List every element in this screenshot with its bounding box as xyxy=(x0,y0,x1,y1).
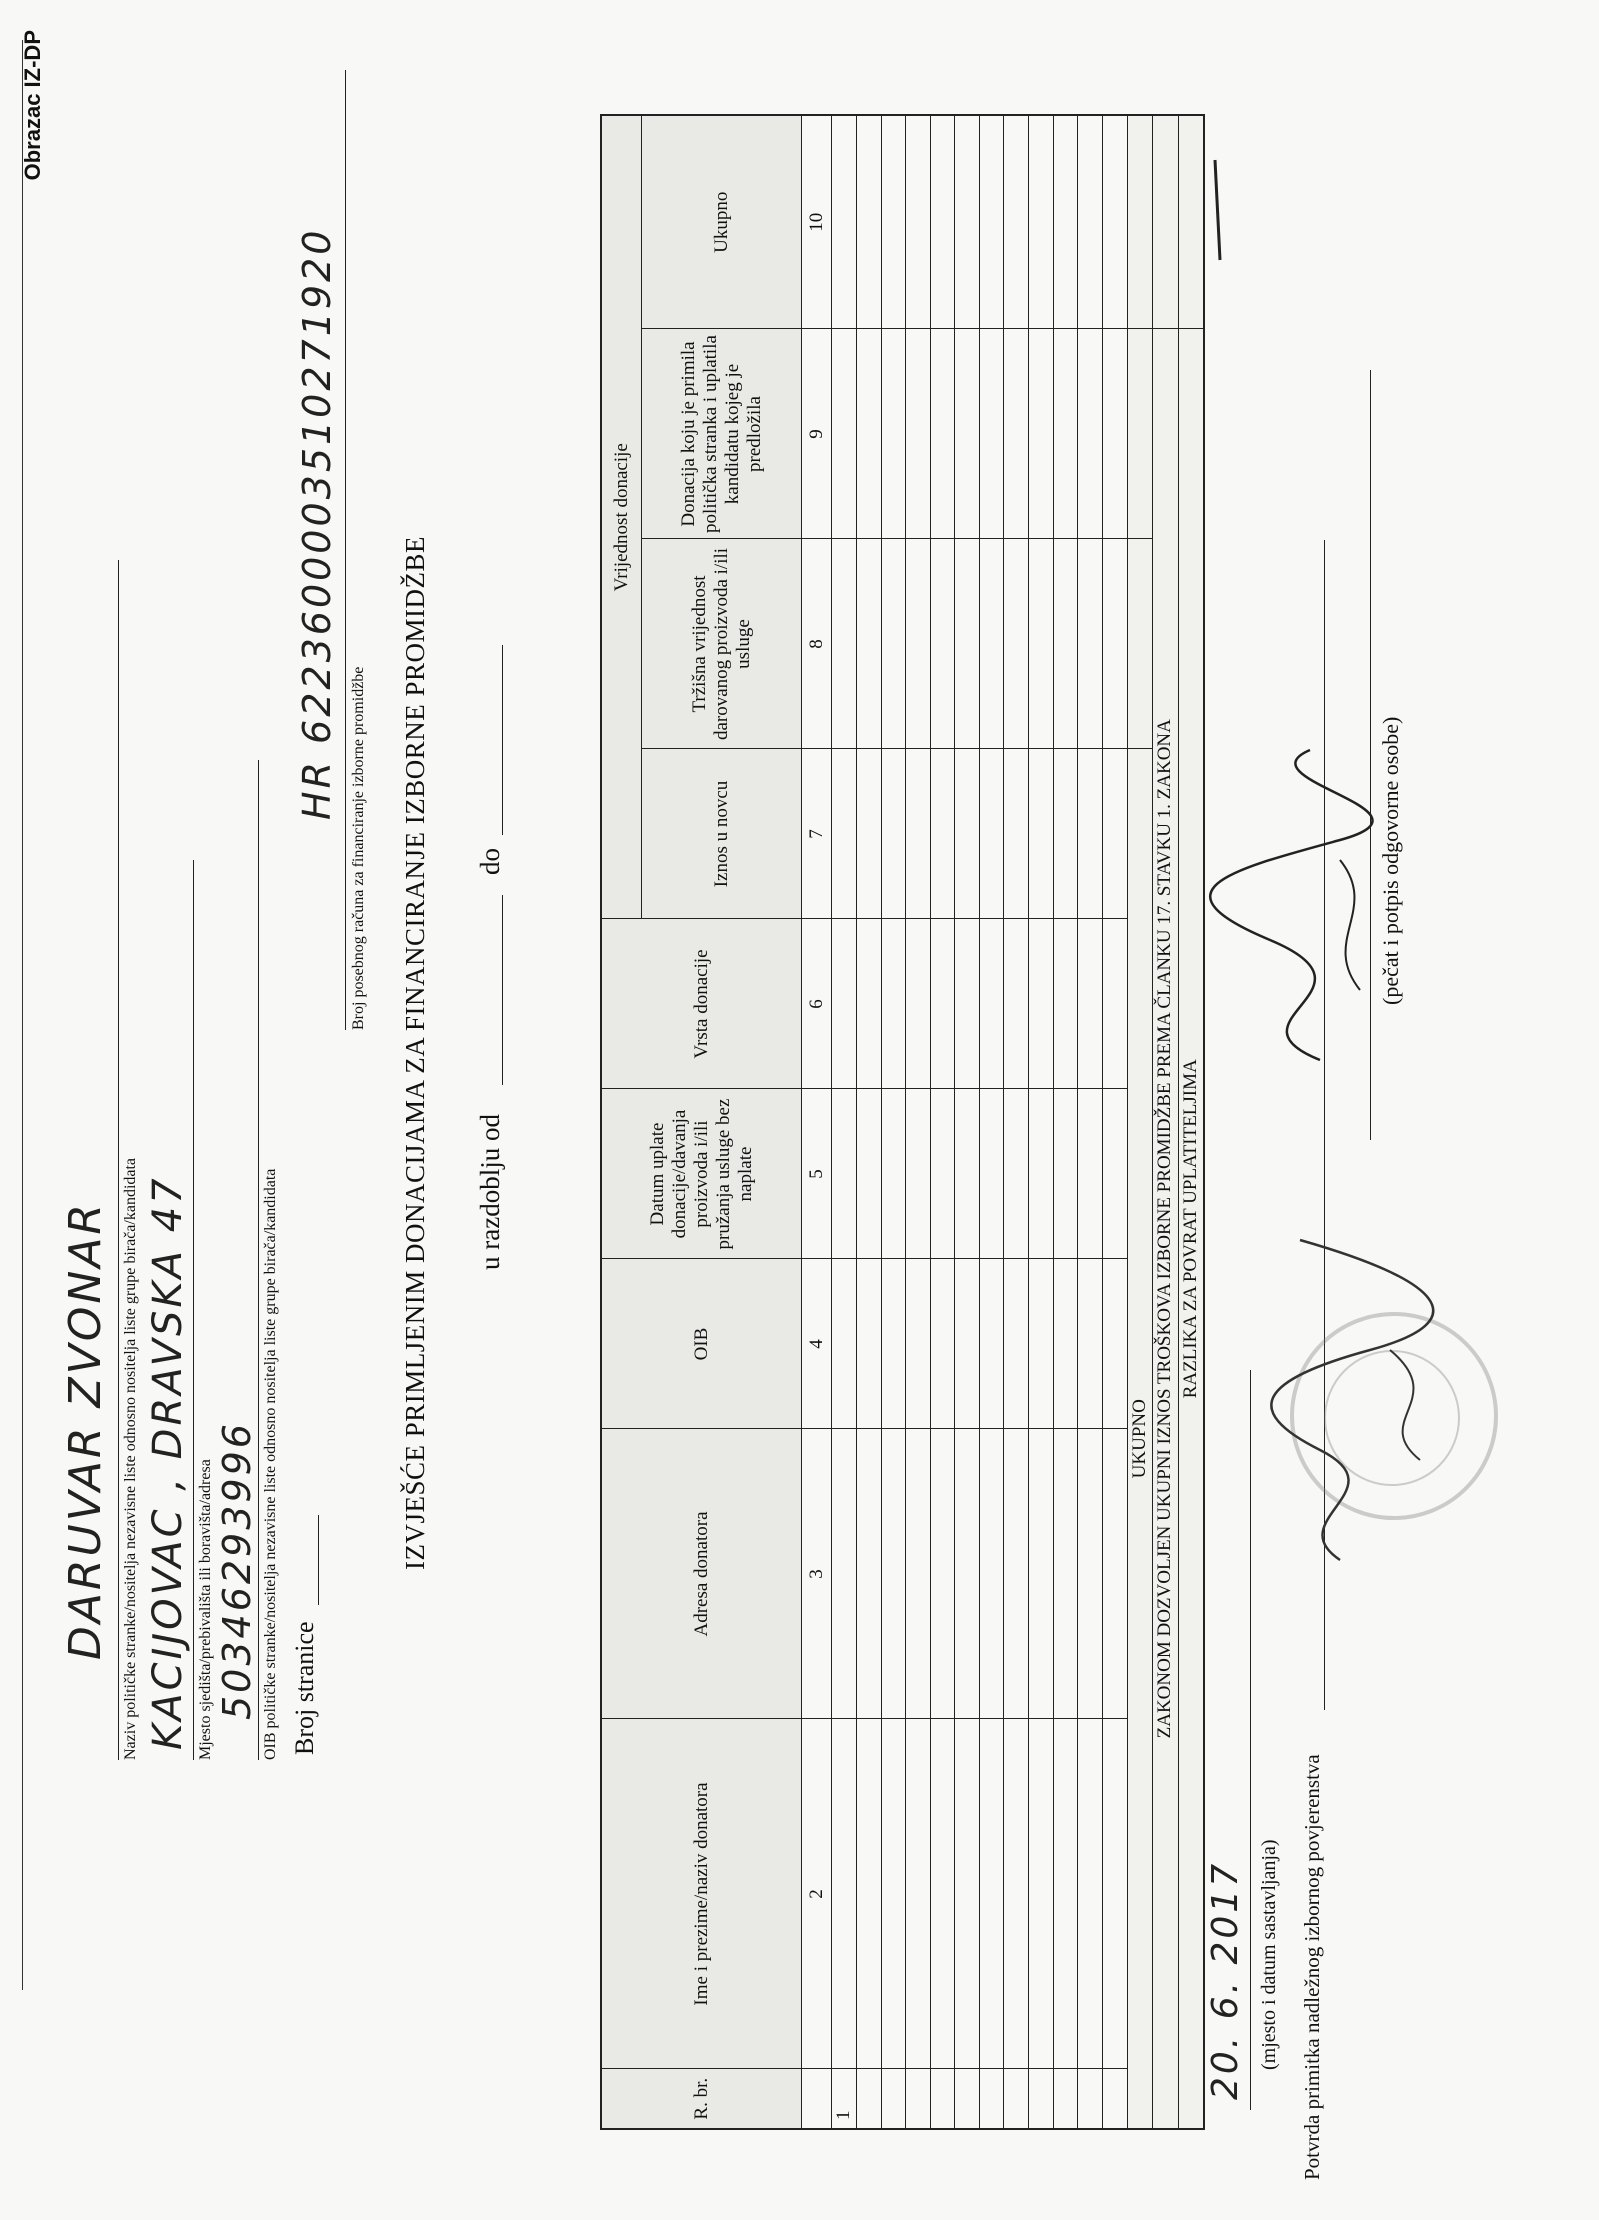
table-cell xyxy=(1102,539,1127,749)
table-cell xyxy=(1029,329,1054,539)
party-name-value: DARUVAR ZVONAR xyxy=(60,1201,111,1660)
table-cell xyxy=(1102,749,1127,919)
table-cell xyxy=(1029,1719,1054,2069)
table-cell xyxy=(1102,1259,1127,1429)
table-cell xyxy=(881,2069,906,2129)
oib-line xyxy=(258,760,259,1760)
table-cell xyxy=(1053,115,1078,329)
table-cell xyxy=(857,539,882,749)
table-cell xyxy=(979,1089,1004,1259)
table-cell xyxy=(1004,2069,1029,2129)
table-cell xyxy=(1102,329,1127,539)
table-cell xyxy=(906,539,931,749)
footer-refund: RAZLIKA ZA POVRAT UPLATITELJIMA xyxy=(1178,329,1204,2129)
table-cell xyxy=(832,115,857,329)
table-cell xyxy=(906,115,931,329)
table-cell xyxy=(1004,1089,1029,1259)
col-oib: OIB xyxy=(601,1259,802,1429)
table-cell xyxy=(857,1089,882,1259)
table-cell xyxy=(1102,2069,1127,2129)
table-cell xyxy=(881,1089,906,1259)
address-value: KACIJOVAC , DRAVSKA 47 xyxy=(145,1175,191,1750)
table-cell xyxy=(881,539,906,749)
table-row xyxy=(881,115,906,2129)
table-row xyxy=(1078,115,1103,2129)
table-cell xyxy=(832,1089,857,1259)
table-cell xyxy=(930,1089,955,1259)
table-cell xyxy=(906,749,931,919)
table-cell xyxy=(1004,539,1029,749)
table-cell xyxy=(832,1259,857,1429)
report-title: IZVJEŠĆE PRIMLJENIM DONACIJAMA ZA FINANCIRANJE IZBORNE PROMIDŽBE xyxy=(400,535,430,1570)
table-cell xyxy=(979,1259,1004,1429)
page-line xyxy=(318,1515,319,1605)
table-cell xyxy=(955,1259,980,1429)
table-cell xyxy=(1078,1719,1103,2069)
column-number: 10 xyxy=(802,115,832,329)
period-label: u razdoblju od xyxy=(475,1114,505,1270)
table-cell xyxy=(1053,1259,1078,1429)
table-cell xyxy=(955,115,980,329)
table-cell xyxy=(832,1719,857,2069)
table-cell xyxy=(857,329,882,539)
table-row xyxy=(979,115,1004,2129)
table-cell xyxy=(979,1429,1004,1719)
period-to-line xyxy=(502,645,503,835)
table-cell xyxy=(881,1719,906,2069)
table-cell xyxy=(955,919,980,1089)
table-cell xyxy=(906,329,931,539)
table-cell xyxy=(930,1429,955,1719)
table-cell xyxy=(955,749,980,919)
footer-total: UKUPNO xyxy=(1127,749,1153,2129)
table-row xyxy=(1053,115,1078,2129)
table-cell xyxy=(930,1719,955,2069)
col-group-value: Vrijednost donacije xyxy=(601,115,642,919)
table-row xyxy=(1004,115,1029,2129)
column-number: 5 xyxy=(802,1089,832,1259)
table-cell xyxy=(1029,919,1054,1089)
address-caption: Mjesto sjedišta/prebivališta ili boravišta/adresa xyxy=(197,1459,214,1760)
table-cell xyxy=(1004,329,1029,539)
column-number: 9 xyxy=(802,329,832,539)
table-cell xyxy=(1102,1429,1127,1719)
table-cell xyxy=(881,329,906,539)
table-cell xyxy=(955,1429,980,1719)
table-cell xyxy=(1029,749,1054,919)
page-label: Broj stranice xyxy=(290,1621,319,1755)
col-market: Tržišna vrijednost darovanog proizvoda i/ili usluge xyxy=(642,539,802,749)
table-cell xyxy=(979,115,1004,329)
table-cell xyxy=(1053,1089,1078,1259)
table-cell xyxy=(906,1259,931,1429)
column-number: 6 xyxy=(802,919,832,1089)
table-cell xyxy=(930,539,955,749)
table-cell xyxy=(1029,2069,1054,2129)
table-cell xyxy=(1053,329,1078,539)
table-cell xyxy=(881,749,906,919)
footer-cell xyxy=(1127,115,1153,329)
column-numbers-row xyxy=(802,115,832,2129)
table-cell xyxy=(832,919,857,1089)
table-cell xyxy=(857,2069,882,2129)
table-cell xyxy=(1029,115,1054,329)
table-cell xyxy=(1078,1089,1103,1259)
table-row xyxy=(906,115,931,2129)
table-cell xyxy=(832,749,857,919)
receipt-label: Potvrda primitka nadležnog izbornog povjerenstva xyxy=(1300,1754,1324,2180)
table-cell xyxy=(955,329,980,539)
table-cell xyxy=(857,1259,882,1429)
table-cell xyxy=(906,1089,931,1259)
col-date: Datum uplate donacije/davanja proizvoda i/ili pružanja usluge bez naplate xyxy=(601,1089,802,1259)
table-cell xyxy=(979,539,1004,749)
table-cell xyxy=(1102,115,1127,329)
col-cash: Iznos u novcu xyxy=(642,749,802,919)
table-row xyxy=(857,115,882,2129)
party-name-line xyxy=(118,560,119,1760)
table-cell xyxy=(857,919,882,1089)
table-cell xyxy=(979,749,1004,919)
table-cell xyxy=(955,1719,980,2069)
account-line xyxy=(345,70,346,1030)
table-cell xyxy=(1004,1429,1029,1719)
oib-value: 50346293996 xyxy=(215,1421,259,1720)
table-cell xyxy=(930,329,955,539)
table-cell xyxy=(881,1429,906,1719)
table-cell xyxy=(1078,115,1103,329)
table-cell xyxy=(979,2069,1004,2129)
donations-table xyxy=(600,114,1205,2130)
table-cell xyxy=(857,749,882,919)
account-value: HR 6223600003510271920 xyxy=(295,227,339,820)
table-cell xyxy=(857,1719,882,2069)
form-code: Obrazac IZ-DP xyxy=(20,30,45,181)
table-row xyxy=(955,115,980,2129)
table-cell xyxy=(1029,1089,1054,1259)
table-cell xyxy=(1053,1429,1078,1719)
footer-allowed: ZAKONOM DOZVOLJEN UKUPNI IZNOS TROŠKOVA IZBORNE PROMIDŽBE PREMA ČLANKU 17. STAVKU 1. ZAKONA xyxy=(1153,329,1179,2129)
top-rule xyxy=(22,40,23,1990)
table-cell xyxy=(832,329,857,539)
table-cell xyxy=(1053,539,1078,749)
col-type: Vrsta donacije xyxy=(601,919,802,1089)
table-cell xyxy=(1053,1719,1078,2069)
table-row xyxy=(832,115,857,2129)
table-cell xyxy=(881,919,906,1089)
table-row xyxy=(1029,115,1054,2129)
table-cell xyxy=(1102,1089,1127,1259)
table-row xyxy=(1102,115,1127,2129)
oib-caption: OIB političke stranke/nositelja nezavisne liste odnosno nositelja liste grupe birača/kandidata xyxy=(262,1168,279,1760)
table-cell xyxy=(881,115,906,329)
table-cell xyxy=(1053,919,1078,1089)
col-rbr: R. br. xyxy=(601,2069,802,2129)
table-cell xyxy=(1078,1429,1103,1719)
dash-mark xyxy=(1190,150,1250,270)
table-cell: 1 xyxy=(832,2069,857,2129)
table-cell xyxy=(906,919,931,1089)
table-cell xyxy=(857,115,882,329)
table-cell xyxy=(1102,919,1127,1089)
table-cell xyxy=(1004,1259,1029,1429)
footer-cell xyxy=(1127,329,1153,539)
column-number: 8 xyxy=(802,539,832,749)
table-cell xyxy=(1029,1429,1054,1719)
table-cell xyxy=(955,539,980,749)
table-cell xyxy=(930,919,955,1089)
table-cell xyxy=(906,2069,931,2129)
table-cell xyxy=(1029,539,1054,749)
table-cell xyxy=(1078,539,1103,749)
table-cell xyxy=(930,749,955,919)
column-number: 7 xyxy=(802,749,832,919)
footer-cell xyxy=(1127,539,1153,749)
date-value: 20. 6. 2017 xyxy=(1205,1860,1246,2100)
table-cell xyxy=(930,115,955,329)
account-caption: Broj posebnog računa za financiranje izborne promidžbe xyxy=(350,666,367,1030)
period-from-line xyxy=(502,895,503,1085)
stamp-caption: (pečat i potpis odgovorne osobe) xyxy=(1378,716,1403,1005)
table-row xyxy=(930,115,955,2129)
table-cell xyxy=(1078,329,1103,539)
table-cell xyxy=(1004,115,1029,329)
table-cell xyxy=(1053,749,1078,919)
period-to: do xyxy=(475,848,505,875)
col-address: Adresa donatora xyxy=(601,1429,802,1719)
column-number: 2 xyxy=(802,1719,832,2069)
column-number: 4 xyxy=(802,1259,832,1429)
table-cell xyxy=(906,1719,931,2069)
col-total: Ukupno xyxy=(642,115,802,329)
table-cell xyxy=(1053,2069,1078,2129)
table-cell xyxy=(881,1259,906,1429)
column-number: 3 xyxy=(802,1429,832,1719)
table-cell xyxy=(1078,919,1103,1089)
col-name: Ime i prezime/naziv donatora xyxy=(601,1719,802,2069)
table-cell xyxy=(1102,1719,1127,2069)
responsible-signature xyxy=(1200,720,1400,1080)
table-cell xyxy=(979,1719,1004,2069)
table-cell xyxy=(1078,1259,1103,1429)
place-date-caption: (mjesto i datum sastavljanja) xyxy=(1258,1839,1280,2070)
table-cell xyxy=(979,919,1004,1089)
table-cell xyxy=(979,329,1004,539)
table-cell xyxy=(832,539,857,749)
table-cell xyxy=(955,1089,980,1259)
table-cell xyxy=(1004,749,1029,919)
table-cell xyxy=(1029,1259,1054,1429)
column-number-1 xyxy=(802,2069,832,2129)
signature-scribble xyxy=(1220,1120,1480,1580)
footer-cell xyxy=(1153,115,1179,329)
table-cell xyxy=(832,1429,857,1719)
table-cell xyxy=(1004,919,1029,1089)
table-cell xyxy=(857,1429,882,1719)
table-cell xyxy=(906,1429,931,1719)
col-party: Donacija koju je primila politička stranka i uplatila kandidatu kojeg je predložila xyxy=(642,329,802,539)
address-line xyxy=(193,860,194,1760)
table-cell xyxy=(955,2069,980,2129)
table-cell xyxy=(930,2069,955,2129)
table-cell xyxy=(1078,749,1103,919)
party-name-caption: Naziv političke stranke/nositelja nezavisne liste odnosno nositelja liste grupe birača/kandidata xyxy=(122,1157,139,1760)
table-cell xyxy=(1004,1719,1029,2069)
table-cell xyxy=(930,1259,955,1429)
table-cell xyxy=(1078,2069,1103,2129)
